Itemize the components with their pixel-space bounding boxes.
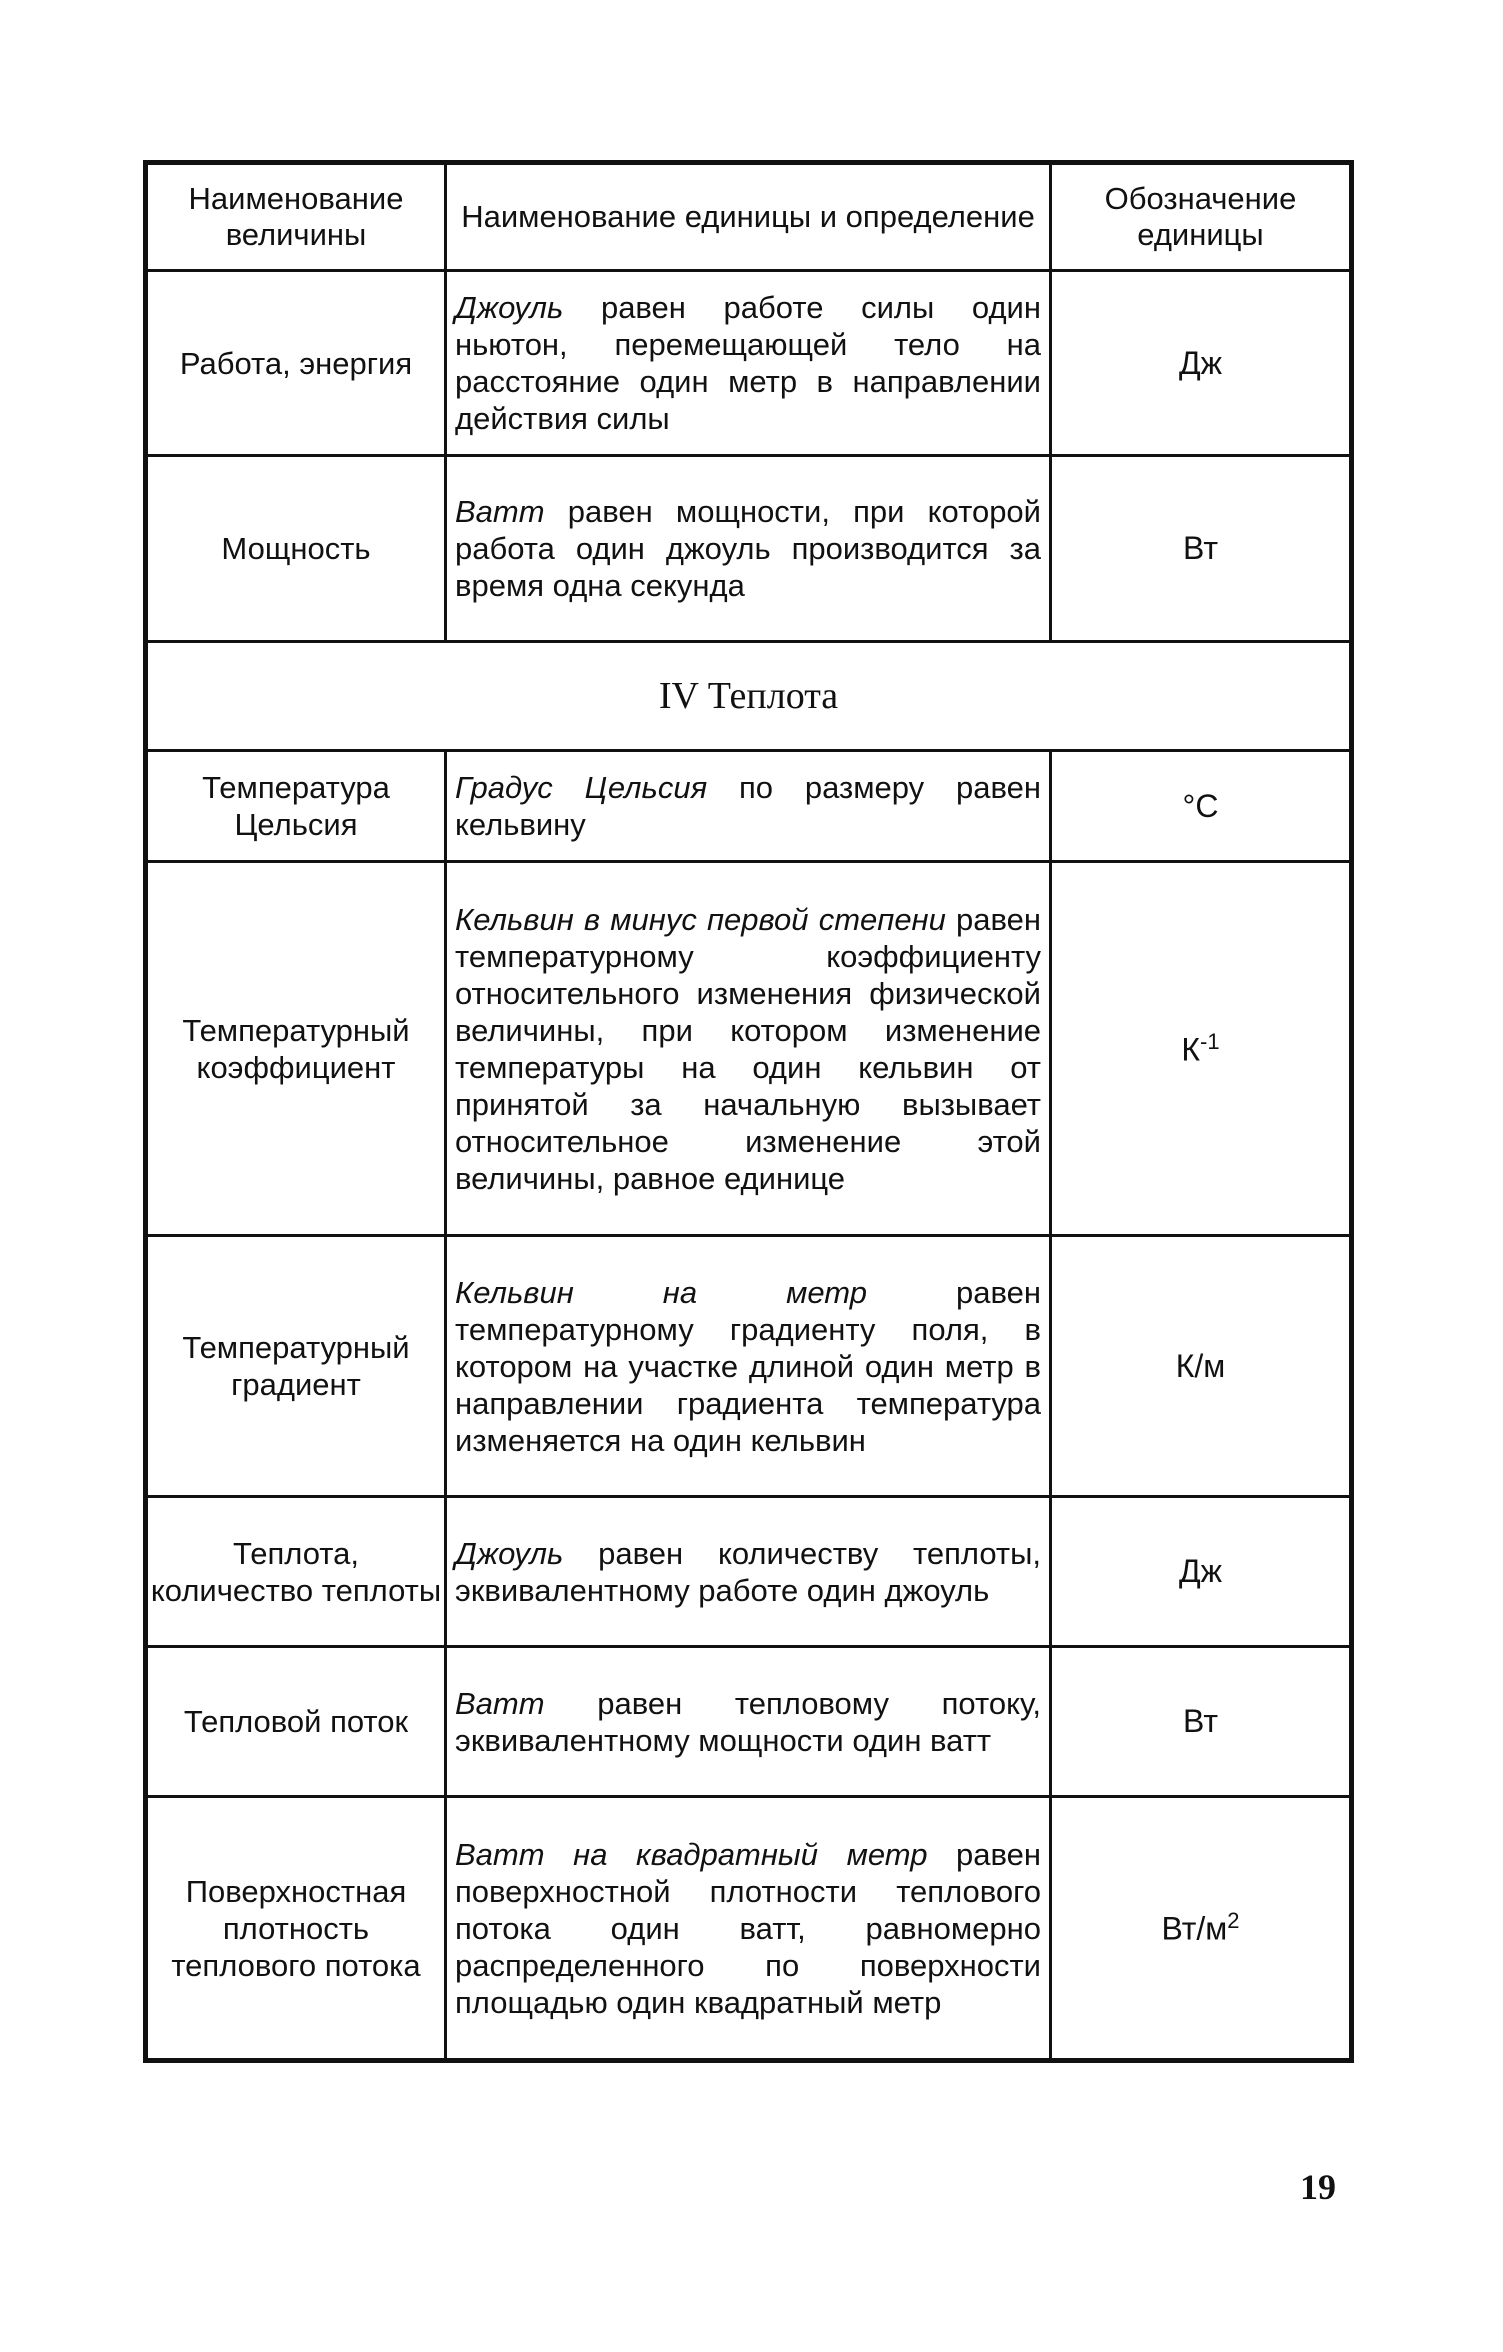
table-row-temperature-coefficient [146,862,1352,1236]
symbol-base: К [1181,1031,1201,1068]
symbol-cell [1051,862,1352,1236]
definition-text: равен поверхностной плотности теплового потока один ватт, равномерно распределенного по поверхности площадью один квадратный метр [455,1836,1041,2020]
unit-name: Джоуль [455,1535,564,1571]
definition-text: равен тепловому потоку, эквивалентному мощности один ватт [455,1685,1041,1758]
symbol-cell: °С [1051,751,1352,862]
unit-name: Ватт [455,1685,545,1721]
symbol-cell: Дж [1051,1497,1352,1647]
unit-name: Ватт [455,494,545,529]
unit-name: Джоуль [455,290,564,325]
definition-cell [446,1797,1051,2061]
definition-text: равен температурному градиенту поля, в котором на участке длиной один метр в направлении градиента температура изменяется на один кельвин [455,1274,1042,1458]
symbol-cell: К/м [1051,1236,1352,1497]
unit-name: Кельвин на метр [455,1274,867,1310]
definition-cell [446,862,1051,1236]
quantity-cell: Теплота, количество теплоты [146,1497,446,1647]
header-quantity: Наименование величины [146,163,446,271]
definition-cell [446,1236,1051,1497]
table-row-celsius-temperature [146,751,1352,862]
quantity-cell: Температура Цельсия [146,751,446,862]
definition-text: равен количеству теплоты, эквивалентному работе один джоуль [455,1535,1041,1608]
quantity-cell: Тепловой поток [146,1647,446,1797]
symbol-cell [1051,1797,1352,2061]
definition-cell [446,1647,1051,1797]
quantity-cell: Мощность [146,456,446,642]
table-row-heat-quantity [146,1497,1352,1647]
definition-cell [446,751,1051,862]
definition-text: равен работе силы один ньютон, перемещающей тело на расстояние один метр в направлении действия силы [455,290,1041,436]
table-row-work-energy [146,271,1352,456]
header-symbol: Обозначение единицы [1051,163,1352,271]
table-row-temperature-gradient [146,1236,1352,1497]
page-number: 19 [1300,2167,1336,2207]
table-header-row [146,163,1352,271]
symbol-cell: Вт [1051,456,1352,642]
definition-cell [446,271,1051,456]
units-table [143,160,1354,2063]
definition-text: равен мощности, при которой работа один джоуль производится за время одна секунда [455,494,1041,603]
unit-name: Ватт на квадратный метр [455,1836,928,1872]
symbol-exponent: 2 [1227,1908,1240,1934]
definition-text: по размеру равен кельвину [455,770,1041,842]
section-title: IV Теплота [146,642,1352,751]
quantity-cell: Поверхностная плотность теплового потока [146,1797,446,2061]
unit-name: Градус Цельсия [455,770,708,805]
unit-name: Кельвин в минус первой степени [455,901,946,937]
quantity-cell: Температурный коэффициент [146,862,446,1236]
header-definition: Наименование единицы и определение [446,163,1051,271]
definition-text: равен температурному коэффициенту относительного изменения физической величины, при котором изменение температуры на один кельвин от принятой за начальную вызывает относительное изменение этой величины, равное единице [455,901,1041,1196]
symbol-cell: Вт [1051,1647,1352,1797]
table-row-heat-flow [146,1647,1352,1797]
table-row-power [146,456,1352,642]
definition-cell [446,456,1051,642]
symbol-base: Вт/м [1161,1910,1228,1947]
quantity-cell: Работа, энергия [146,271,446,456]
table-row-heat-flux-density [146,1797,1352,2061]
symbol-cell: Дж [1051,271,1352,456]
quantity-cell: Температурный градиент [146,1236,446,1497]
definition-cell [446,1497,1051,1647]
section-row [146,642,1352,751]
symbol-exponent: -1 [1200,1028,1220,1054]
